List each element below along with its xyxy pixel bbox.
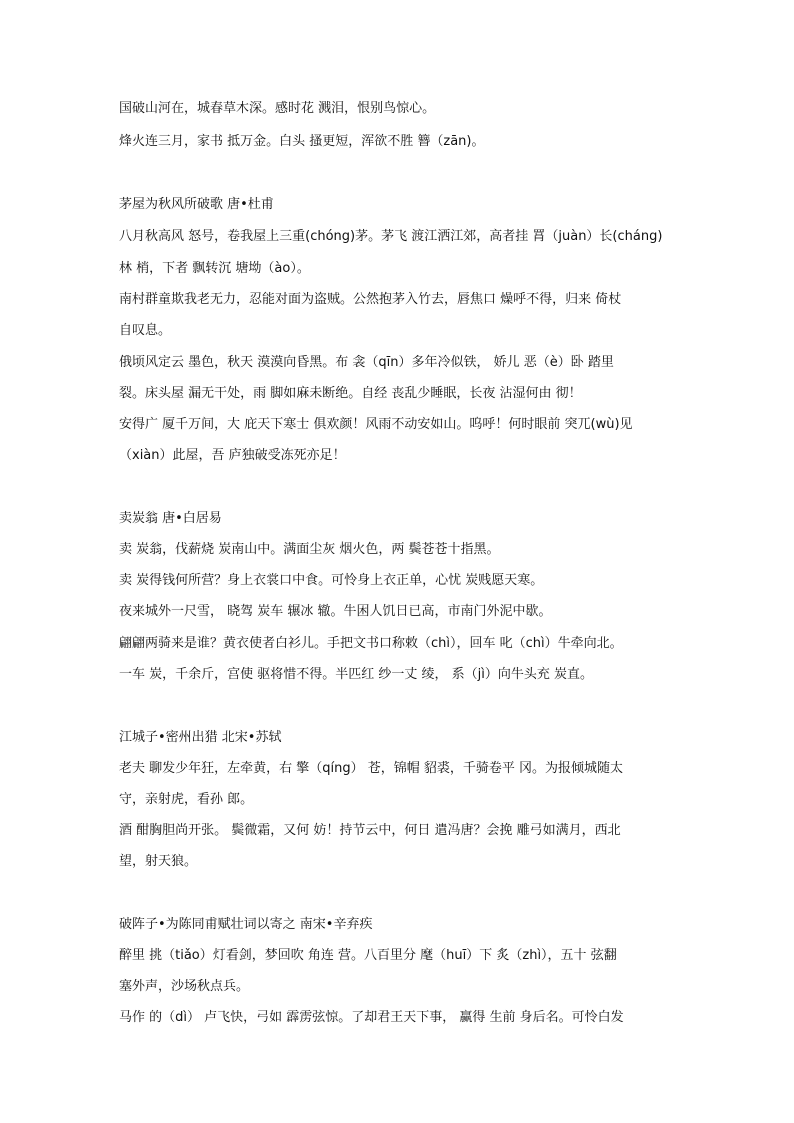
poem5-line-2: 塞外声，沙场秋点兵。 bbox=[119, 979, 250, 994]
poem4-title: 江城子•密州出猎 北宋•苏轼 bbox=[119, 730, 282, 745]
poem5-line-3: 马作 的（dì） 卢飞快，弓如 霹雳弦惊。了却君王天下事， 赢得 生前 身后名。可怜白发 bbox=[119, 1010, 624, 1025]
poem2-line-7: 安得广 厦千万间，大 庇天下寒士 俱欢颜！风雨不动安如山。呜呼！何时眼前 突兀(wù)见 bbox=[119, 417, 633, 432]
poem2-line-8: （xiàn）此屋，吾 庐独破受冻死亦足！ bbox=[119, 448, 346, 463]
poem2-line-2: 林 梢，下者 飘转沉 塘坳（ào）。 bbox=[119, 261, 310, 276]
poem3-line-2: 卖 炭得钱何所营？身上衣裳口中食。可怜身上衣正单，心忧 炭贱愿天寒。 bbox=[119, 573, 544, 588]
poem1-line-1: 国破山河在，城春草木深。感时花 溅泪，恨别鸟惊心。 bbox=[119, 101, 436, 116]
poem2-line-5: 俄顷风定云 墨色，秋天 漠漠向昏黑。布 衾（qīn）多年冷似铁， 娇儿 恶（è）卧 踏里 bbox=[119, 355, 614, 370]
poem2-line-3: 南村群童欺我老无力，忍能对面为盗贼。公然抱茅入竹去，唇焦口 燥呼不得，归来 倚杖 bbox=[119, 292, 622, 307]
poem2-line-6: 裂。床头屋 漏无干处，雨 脚如麻未断绝。自经 丧乱少睡眠，长夜 沾湿何由 彻！ bbox=[119, 386, 582, 401]
poem4-line-2: 守，亲射虎，看孙 郎。 bbox=[119, 792, 254, 807]
poem3-title: 卖炭翁 唐•白居易 bbox=[119, 511, 222, 526]
poem2-line-4: 自叹息。 bbox=[119, 323, 172, 338]
poem1-line-2: 烽火连三月，家书 抵万金。白头 搔更短，浑欲不胜 簪（zān)。 bbox=[119, 134, 485, 149]
poem5-title: 破阵子•为陈同甫赋壮词以寄之 南宋•辛弃疾 bbox=[119, 917, 373, 932]
poem3-line-3: 夜来城外一尺雪， 晓驾 炭车 辗冰 辙。牛困人饥日已高，市南门外泥中歇。 bbox=[119, 604, 552, 619]
poem3-line-1: 卖 炭翁，伐薪烧 炭南山中。满面尘灰 烟火色，两 鬓苍苍十指黑。 bbox=[119, 542, 500, 557]
poem4-line-1: 老夫 聊发少年狂，左牵黄，右 擎（qíng） 苍，锦帽 貂裘，千骑卷平 冈。为报倾城随太 bbox=[119, 761, 624, 776]
poem3-line-5: 一车 炭，千余斤，宫使 驱将惜不得。半匹红 纱一丈 绫， 系（jì）向牛头充 炭直。 bbox=[119, 667, 594, 682]
poem3-line-4: 翩翩两骑来是谁？黄衣使者白衫儿。手把文书口称敕（chì），回车 叱（chì）牛牵向北。 bbox=[119, 636, 623, 651]
poem2-line-1: 八月秋高风 怒号，卷我屋上三重(chóng)茅。茅飞 渡江洒江郊，高者挂 罥（juàn）长(cháng) bbox=[119, 229, 663, 244]
poem4-line-3: 酒 酣胸胆尚开张。 鬓微霜，又何 妨！持节云中，何日 遣冯唐？会挽 雕弓如满月，西北 bbox=[119, 823, 621, 838]
poem2-title: 茅屋为秋风所破歌 唐•杜甫 bbox=[119, 197, 274, 212]
poem4-line-4: 望，射天狼。 bbox=[119, 854, 198, 869]
poem5-line-1: 醉里 挑（tiǎo）灯看剑，梦回吹 角连 营。八百里分 麾（huī）下 炙（zhì），五十 弦翻 bbox=[119, 948, 617, 963]
